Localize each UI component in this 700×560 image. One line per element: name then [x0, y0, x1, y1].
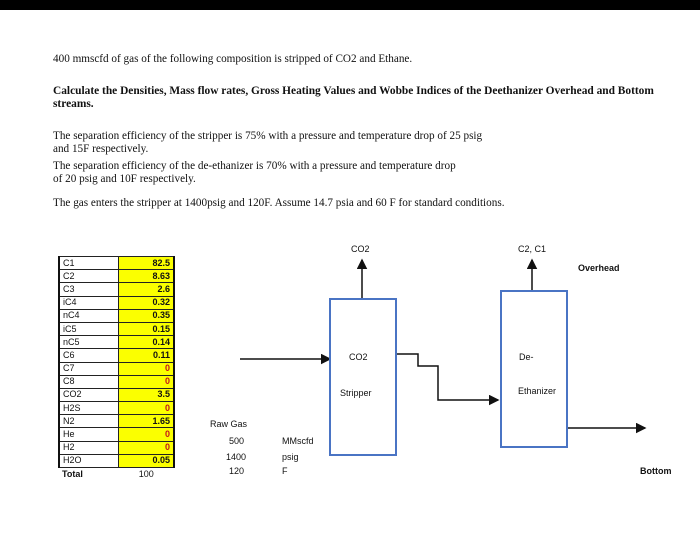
component-percent: 8.63 [119, 270, 175, 283]
component-name: iC4 [59, 296, 119, 309]
condition-line-3: The separation efficiency of the de-ethanizer is 70% with a pressure and temperature drop [53, 160, 456, 172]
raw-gas-pressure-unit: psig [282, 452, 299, 462]
component-name: CO2 [59, 388, 119, 401]
overhead-label: Overhead [578, 263, 620, 273]
raw-gas-label: Raw Gas [210, 419, 248, 429]
component-percent: 0.35 [119, 309, 175, 322]
component-name: iC5 [59, 322, 119, 335]
raw-gas-pressure-value: 1400 [226, 452, 247, 462]
component-name: C6 [59, 349, 119, 362]
total-value: 100 [119, 468, 175, 481]
component-percent: 1.65 [119, 415, 175, 428]
bottom-label: Bottom [640, 466, 672, 476]
raw-gas-flow-value: 500 [229, 436, 245, 446]
component-name: C8 [59, 375, 119, 388]
stripper-top-label: CO2 [351, 244, 370, 254]
component-name: He [59, 428, 119, 441]
condition-line-1: The separation efficiency of the stripper is 75% with a pressure and temperature drop of 25 psig [53, 130, 483, 142]
deethanizer-subtitle: Ethanizer [518, 386, 557, 396]
raw-gas-temp-value: 120 [229, 466, 245, 476]
stripper-to-deethanizer-arrow [396, 354, 498, 400]
deethanizer-title: De- [519, 352, 534, 362]
component-name: H2O [59, 454, 119, 467]
intro-text: 400 mmscfd of gas of the following composition is stripped of CO2 and Ethane. [53, 53, 413, 65]
task-heading: Calculate the Densities, Mass flow rates, Gross Heating Values and Wobbe Indices of the Deethanizer Overhead and Bottom streams. [53, 85, 654, 110]
component-name: C1 [59, 257, 119, 270]
component-percent: 0 [119, 441, 175, 454]
component-percent: 0.14 [119, 336, 175, 349]
condition-line-4-text: of 20 psig and 10F respectively. [53, 173, 196, 185]
component-name: C7 [59, 362, 119, 375]
component-percent: 82.5 [119, 257, 175, 270]
stripper-subtitle: Stripper [340, 388, 372, 398]
deethanizer-top-label: C2, C1 [518, 244, 547, 254]
component-percent: 0.15 [119, 322, 175, 335]
component-percent: 0 [119, 402, 175, 415]
component-name: nC5 [59, 336, 119, 349]
component-name: H2S [59, 402, 119, 415]
condition-line-2: and 15F respectively. [53, 143, 149, 155]
component-percent: 0 [119, 362, 175, 375]
stripper-title: CO2 [349, 352, 368, 362]
co2-stripper-box [329, 298, 397, 456]
component-percent: 0.05 [119, 454, 175, 467]
component-percent: 2.6 [119, 283, 175, 296]
raw-gas-temp-unit: F [282, 466, 288, 476]
deethanizer-box [500, 290, 568, 448]
raw-gas-flow-unit: MMscfd [282, 436, 314, 446]
component-name: C2 [59, 270, 119, 283]
component-percent: 0 [119, 428, 175, 441]
component-percent: 0 [119, 375, 175, 388]
component-name: C3 [59, 283, 119, 296]
component-percent: 3.5 [119, 388, 175, 401]
component-name: N2 [59, 415, 119, 428]
component-percent: 0.11 [119, 349, 175, 362]
component-percent: 0.32 [119, 296, 175, 309]
total-label: Total [59, 468, 119, 481]
component-name: nC4 [59, 309, 119, 322]
condition-line-5: The gas enters the stripper at 1400psig and 120F. Assume 14.7 psia and 60 F for standard conditions. [53, 197, 505, 209]
component-name: H2 [59, 441, 119, 454]
